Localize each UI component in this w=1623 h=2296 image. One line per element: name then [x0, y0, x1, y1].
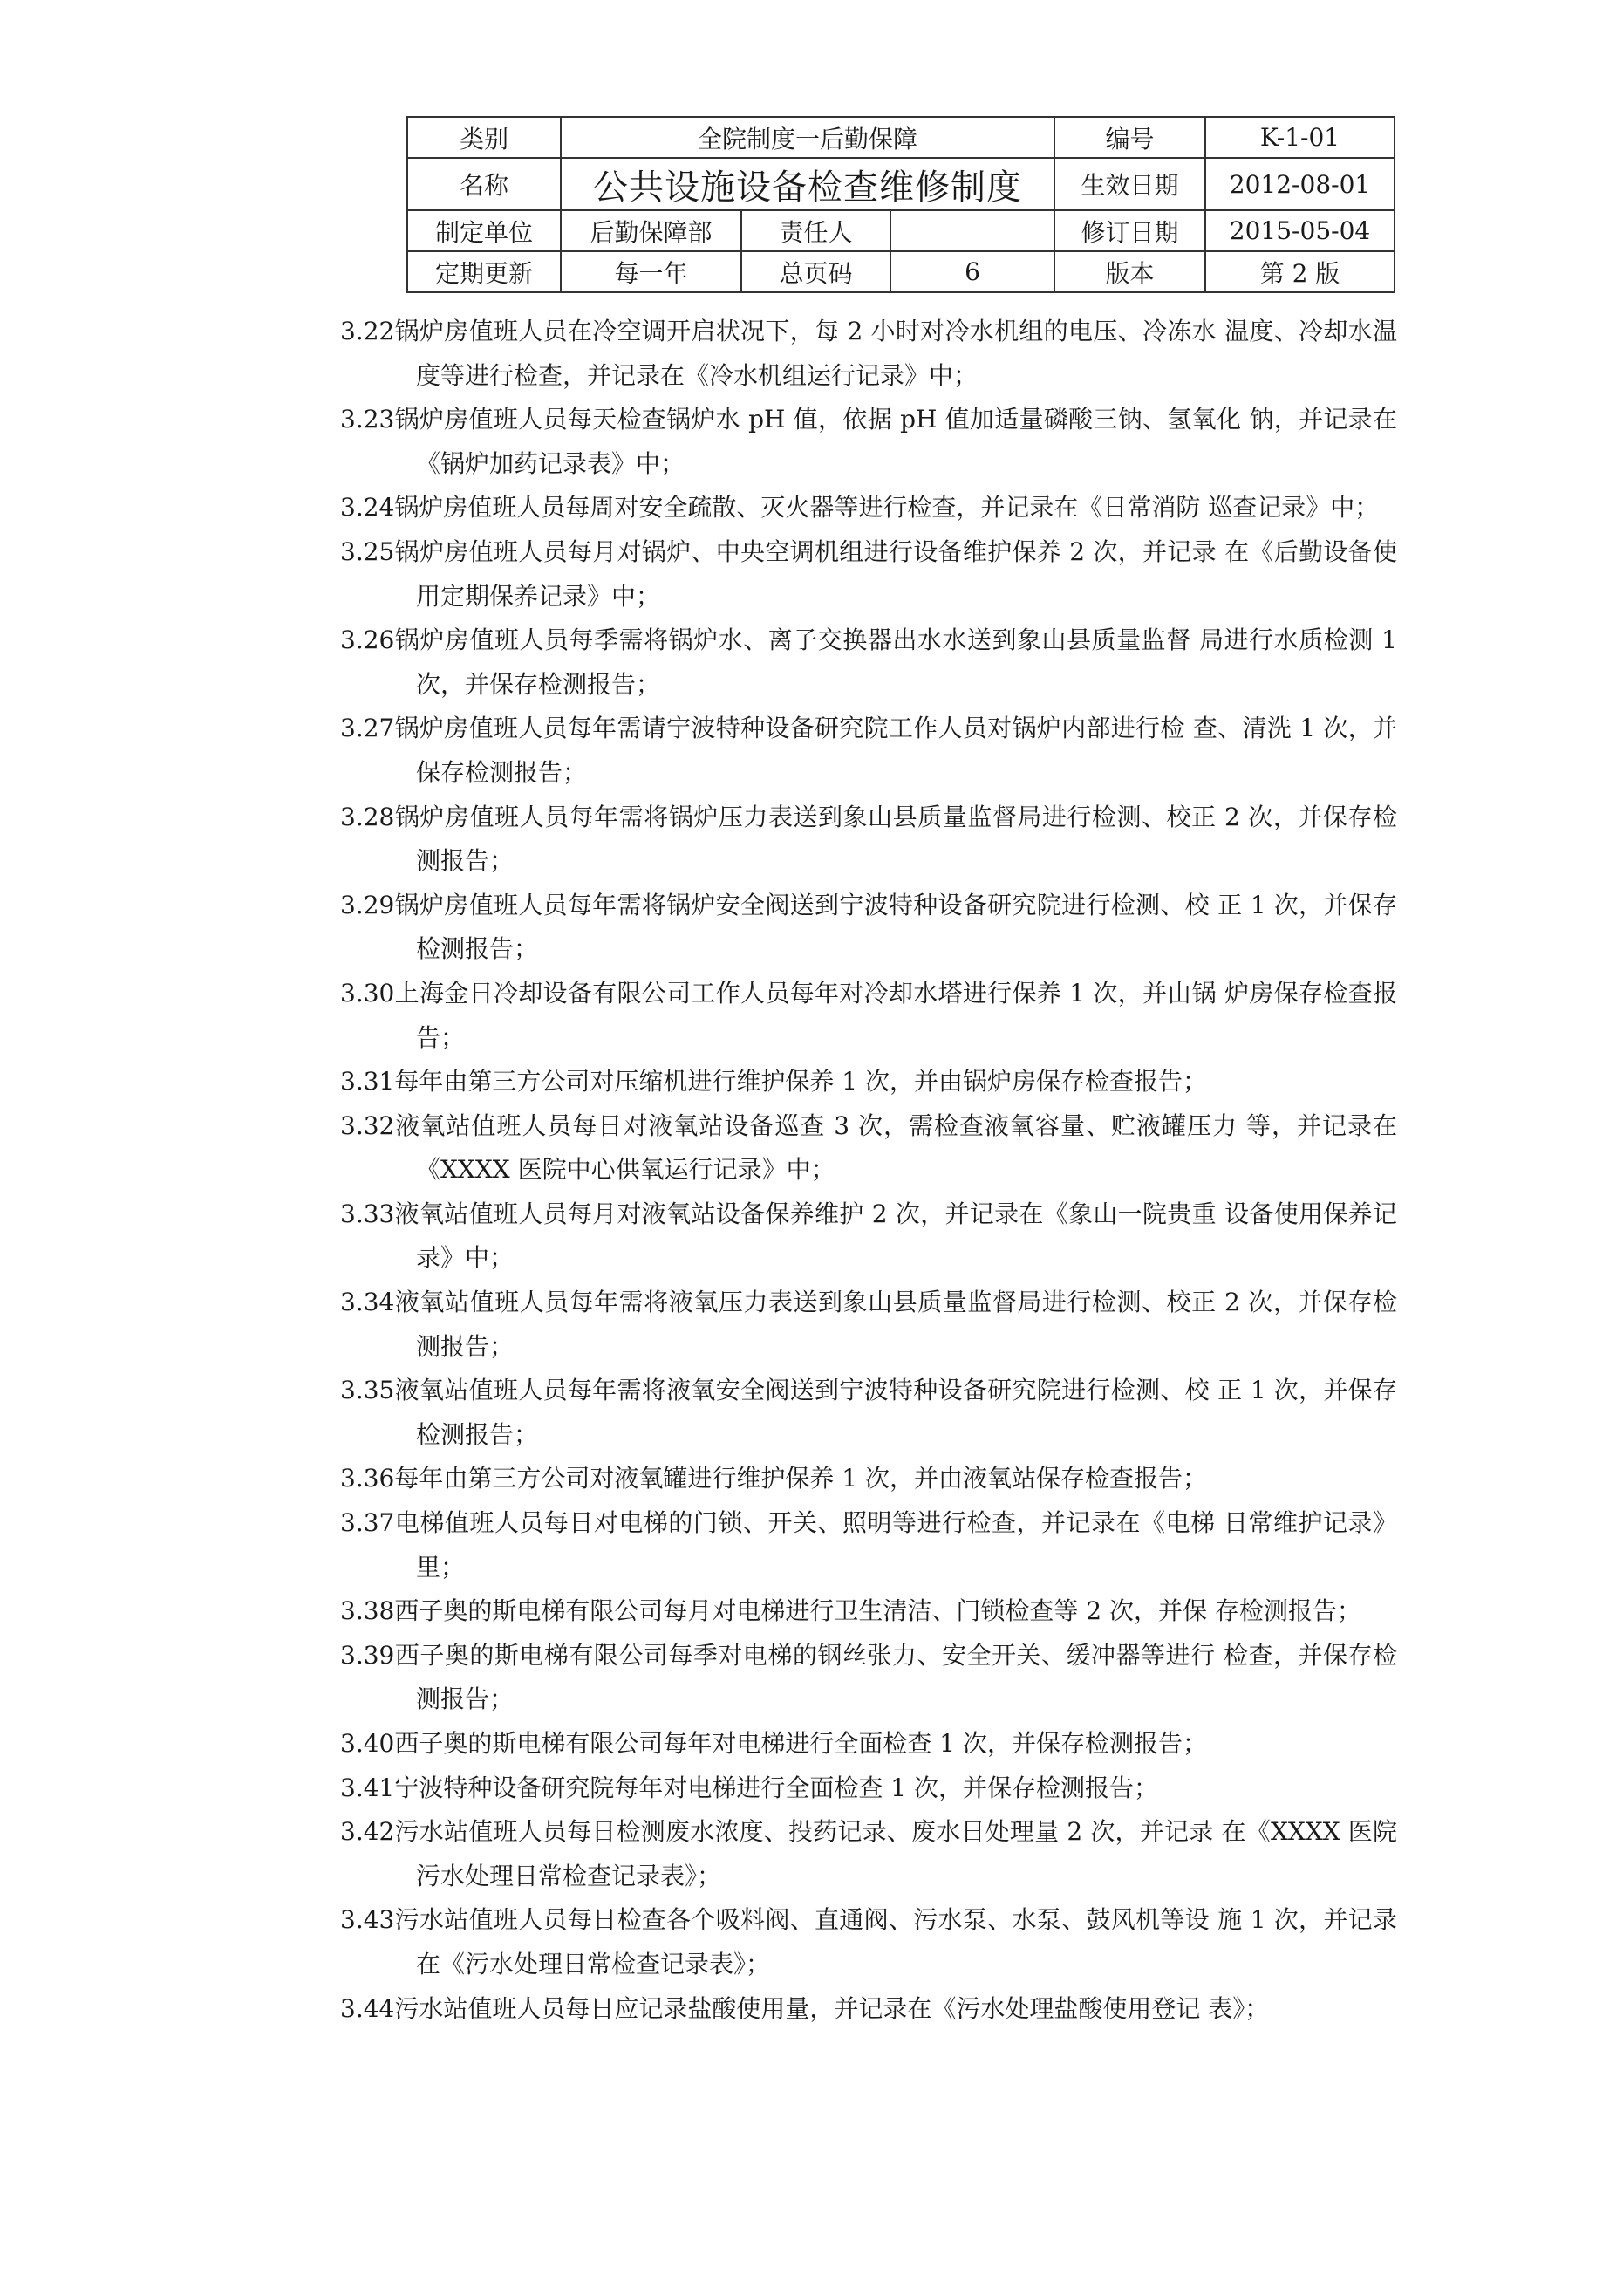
list-item [340, 1369, 1397, 1457]
item-number: 3.41 [340, 1773, 395, 1802]
item-text: 锅炉房值班人员每天检查锅炉水 pH 值，依据 pH 值加适量磷酸三钠、氢氧化 钠，并记录在《锅炉加药记录表》中； [394, 405, 1397, 478]
pages-value: 6 [890, 251, 1054, 292]
list-item [340, 884, 1397, 972]
list-item [340, 972, 1397, 1060]
item-number: 3.23 [340, 405, 395, 434]
item-text: 液氧站值班人员每日对液氧站设备巡查 3 次，需检查液氧容量、贮液罐压力 等，并记录在《XXXX 医院中心供氧运行记录》中； [394, 1110, 1397, 1185]
document-header-table [234, 116, 1395, 293]
item-number: 3.25 [340, 536, 395, 566]
owner-value [890, 210, 1054, 251]
item-text: 西子奥的斯电梯有限公司每年对电梯进行全面检查 1 次，并保存检测报告； [394, 1729, 1207, 1758]
list-item [340, 1810, 1397, 1898]
item-number: 3.40 [340, 1729, 395, 1758]
item-text: 液氧站值班人员每月对液氧站设备保养维护 2 次，并记录在《象山一院贵重 设备使用保养记录》中； [394, 1199, 1397, 1273]
header-blank-cell [234, 117, 407, 292]
list-item [340, 1501, 1397, 1589]
pages-label: 总页码 [741, 251, 890, 292]
update-value: 每一年 [561, 251, 741, 292]
item-text: 锅炉房值班人员每月对锅炉、中央空调机组进行设备维护保养 2 次，并记录 在《后勤设备使用定期保养记录》中； [394, 536, 1397, 611]
item-text: 每年由第三方公司对压缩机进行维护保养 1 次，并由锅炉房保存检查报告； [394, 1067, 1207, 1097]
item-text: 液氧站值班人员每年需将液氧安全阀送到宁波特种设备研究院进行检测、校 正 1 次，并保存检测报告； [394, 1376, 1397, 1449]
list-item [340, 1722, 1397, 1766]
effective-date-value: 2012-08-01 [1205, 158, 1395, 210]
item-text: 锅炉房值班人员在冷空调开启状况下，每 2 小时对冷水机组的电压、冷冻水 温度、冷却水温度等进行检查，并记录在《冷水机组运行记录》中； [394, 317, 1397, 390]
item-text: 宁波特种设备研究院每年对电梯进行全面检查 1 次，并保存检测报告； [394, 1773, 1158, 1802]
revised-date-value: 2015-05-04 [1205, 210, 1395, 251]
item-text: 锅炉房值班人员每年需请宁波特种设备研究院工作人员对锅炉内部进行检 查、清洗 1 次，并保存检测报告； [394, 714, 1397, 787]
list-item [340, 1281, 1397, 1369]
unit-label: 制定单位 [407, 210, 561, 251]
item-number: 3.30 [340, 978, 395, 1008]
list-item [340, 1766, 1397, 1811]
item-text: 电梯值班人员每日对电梯的门锁、开关、照明等进行检查，并记录在《电梯 日常维护记录》里； [394, 1508, 1397, 1582]
list-item [340, 1457, 1397, 1501]
item-text: 每年由第三方公司对液氧罐进行维护保养 1 次，并由液氧站保存检查报告； [394, 1464, 1207, 1493]
version-value: 第 2 版 [1205, 251, 1395, 292]
item-text: 锅炉房值班人员每周对安全疏散、灭火器等进行检查，并记录在《日常消防 巡查记录》中； [394, 493, 1380, 523]
category-value: 全院制度一后勤保障 [561, 117, 1054, 158]
item-number: 3.38 [340, 1596, 395, 1626]
item-number: 3.28 [340, 802, 395, 831]
item-number: 3.31 [340, 1067, 395, 1097]
revised-date-label: 修订日期 [1054, 210, 1205, 251]
name-label: 名称 [407, 158, 561, 210]
item-text: 污水站值班人员每日检查各个吸料阀、直通阀、污水泵、水泵、鼓风机等设 施 1 次，并记录在《污水处理日常检查记录表》； [394, 1905, 1397, 1978]
list-item [340, 1987, 1397, 2032]
version-label: 版本 [1054, 251, 1205, 292]
item-text: 锅炉房值班人员每季需将锅炉水、离子交换器出水水送到象山县质量监督 局进行水质检测 1 次，并保存检测报告； [394, 625, 1397, 699]
code-label: 编号 [1054, 117, 1205, 158]
owner-label: 责任人 [741, 210, 890, 251]
item-number: 3.37 [340, 1508, 395, 1538]
item-number: 3.43 [340, 1905, 395, 1935]
item-text: 锅炉房值班人员每年需将锅炉安全阀送到宁波特种设备研究院进行检测、校 正 1 次，并保存检测报告； [394, 890, 1397, 964]
list-item [340, 1060, 1397, 1104]
item-text: 西子奥的斯电梯有限公司每月对电梯进行卫生清洁、门锁检查等 2 次，并保 存检测报告； [394, 1596, 1361, 1626]
document-body [340, 310, 1397, 2031]
list-item [340, 1589, 1397, 1634]
list-item [340, 1634, 1397, 1722]
list-item [340, 530, 1397, 618]
item-number: 3.42 [340, 1817, 395, 1847]
list-item [340, 707, 1397, 795]
document-title: 公共设施设备检查维修制度 [561, 158, 1054, 210]
item-number: 3.39 [340, 1640, 395, 1670]
list-item [340, 398, 1397, 486]
category-label: 类别 [407, 117, 561, 158]
item-number: 3.44 [340, 1993, 395, 2023]
update-label: 定期更新 [407, 251, 561, 292]
item-text: 污水站值班人员每日检测废水浓度、投药记录、废水日处理量 2 次，并记录 在《XXXX 医院污水处理日常检查记录表》； [394, 1817, 1397, 1890]
unit-value: 后勤保障部 [561, 210, 741, 251]
item-number: 3.24 [340, 493, 395, 523]
item-text: 上海金日冷却设备有限公司工作人员每年对冷却水塔进行保养 1 次，并由锅 炉房保存检查报告； [394, 978, 1397, 1052]
list-item [340, 618, 1397, 707]
item-text: 污水站值班人员每日应记录盐酸使用量，并记录在《污水处理盐酸使用登记 表》； [394, 1993, 1270, 2023]
effective-date-label: 生效日期 [1054, 158, 1205, 210]
list-item [340, 1104, 1397, 1192]
list-item [340, 796, 1397, 884]
list-item [340, 310, 1397, 398]
item-number: 3.29 [340, 890, 395, 919]
list-item [340, 1898, 1397, 1986]
code-value: K-1-01 [1205, 117, 1395, 158]
item-number: 3.36 [340, 1464, 395, 1493]
item-number: 3.34 [340, 1288, 395, 1317]
item-text: 西子奥的斯电梯有限公司每季对电梯的钢丝张力、安全开关、缓冲器等进行 检查，并保存检测报告； [394, 1640, 1397, 1714]
item-number: 3.22 [340, 317, 395, 345]
item-number: 3.32 [340, 1110, 395, 1140]
item-text: 液氧站值班人员每年需将液氧压力表送到象山县质量监督局进行检测、校正 2 次，并保存检测报告； [394, 1288, 1397, 1361]
item-number: 3.27 [340, 714, 395, 743]
item-text: 锅炉房值班人员每年需将锅炉压力表送到象山县质量监督局进行检测、校正 2 次，并保存检测报告； [394, 802, 1397, 876]
item-number: 3.26 [340, 625, 395, 655]
list-item [340, 1192, 1397, 1281]
item-number: 3.33 [340, 1199, 395, 1228]
item-number: 3.35 [340, 1376, 395, 1405]
list-item [340, 486, 1397, 530]
